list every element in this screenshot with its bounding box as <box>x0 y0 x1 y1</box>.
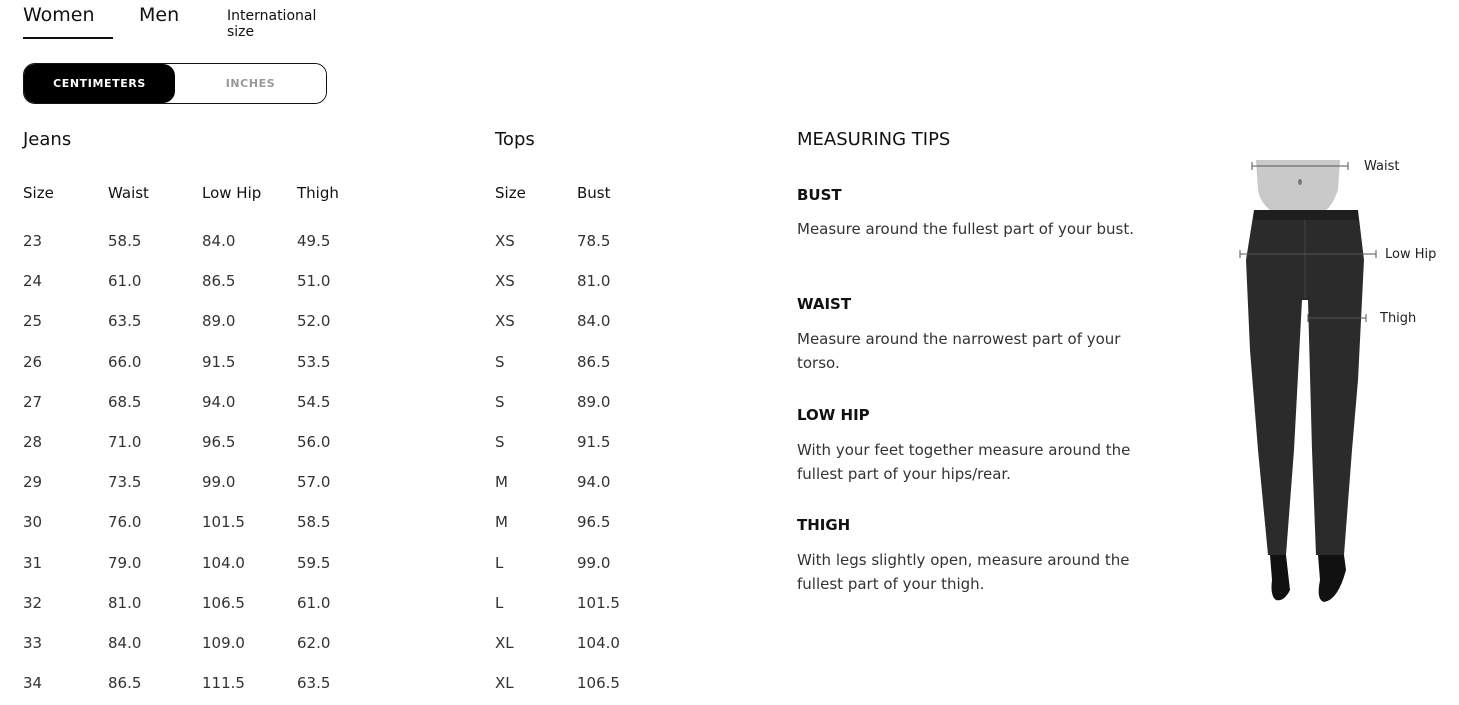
jeans-cell: 31 <box>23 553 43 572</box>
jeans-cell: 66.0 <box>108 352 142 371</box>
waistband <box>1254 210 1358 220</box>
jeans-cell: 25 <box>23 312 43 331</box>
jeans-illustration <box>1228 150 1448 610</box>
jeans-cell: 84.0 <box>202 232 236 250</box>
tops-cell: L <box>495 593 504 612</box>
tops-header: Size <box>495 184 526 202</box>
unit-toggle <box>23 63 327 104</box>
tip-thigh-heading: THIGH <box>797 516 851 534</box>
tops-cell: 81.0 <box>577 272 611 291</box>
jeans-cell: 109.0 <box>202 634 245 652</box>
jeans-header: Low Hip <box>202 184 262 202</box>
jeans-cell: 81.0 <box>108 593 142 612</box>
jeans-cell: 86.5 <box>108 674 142 693</box>
tops-title: Tops <box>495 129 535 150</box>
thigh-label: Thigh <box>1380 311 1417 326</box>
jeans-cell: 99.0 <box>202 473 236 492</box>
tops-cell: 101.5 <box>577 593 620 612</box>
jeans-cell: 49.5 <box>297 232 331 250</box>
tops-cell: XS <box>495 232 515 250</box>
tops-cell: 106.5 <box>577 674 620 693</box>
tab-women[interactable]: Women <box>23 4 113 38</box>
jeans-cell: 59.5 <box>297 553 331 572</box>
tops-cell: XS <box>495 272 515 291</box>
jeans-cell: 79.0 <box>108 553 142 572</box>
torso-shape <box>1256 160 1340 210</box>
tops-cell: XL <box>495 674 514 693</box>
jeans-cell: 27 <box>23 392 43 411</box>
jeans-cell: 68.5 <box>108 392 142 411</box>
tops-cell: L <box>495 553 504 572</box>
tip-low-hip-heading: LOW HIP <box>797 406 870 424</box>
jeans-cell: 23 <box>23 232 43 250</box>
jeans-cell: 58.5 <box>297 513 331 532</box>
jeans-cell: 91.5 <box>202 352 236 371</box>
jeans-cell: 76.0 <box>108 513 142 532</box>
jeans-cell: 84.0 <box>108 634 142 652</box>
jeans-cell: 63.5 <box>297 674 331 693</box>
jeans-cell: 24 <box>23 272 43 291</box>
tops-cell: 104.0 <box>577 634 620 652</box>
tops-cell: 96.5 <box>577 513 611 532</box>
jeans-header: Thigh <box>297 184 339 202</box>
centimeters-button[interactable]: CENTIMETERS <box>24 64 175 103</box>
jeans-cell: 51.0 <box>297 272 331 291</box>
tops-cell: XS <box>495 312 515 331</box>
measuring-tips-title: MEASURING TIPS <box>797 129 951 150</box>
jeans-cell: 111.5 <box>202 674 245 693</box>
tip-thigh-text: With legs slightly open, measure around the fullest part of your thigh. <box>797 551 1130 593</box>
left-shoe <box>1270 555 1290 600</box>
jeans-cell: 89.0 <box>202 312 236 331</box>
tops-cell: S <box>495 433 505 451</box>
jeans-header: Waist <box>108 184 149 202</box>
tip-low-hip-text: With your feet together measure around the fullest part of your hips/rear. <box>797 441 1131 483</box>
jeans-cell: 94.0 <box>202 392 236 411</box>
jeans-cell: 28 <box>23 433 43 451</box>
tab-international-size[interactable]: International size <box>227 8 317 40</box>
right-shoe <box>1318 555 1346 602</box>
jeans-header: Size <box>23 184 54 202</box>
inches-button[interactable]: INCHES <box>175 64 326 103</box>
jeans-cell: 104.0 <box>202 553 245 572</box>
tops-cell: 84.0 <box>577 312 611 331</box>
tops-cell: XL <box>495 634 514 652</box>
jeans-cell: 56.0 <box>297 433 331 451</box>
jeans-cell: 33 <box>23 634 43 652</box>
jeans-cell: 61.0 <box>108 272 142 291</box>
tip-waist-heading: WAIST <box>797 295 852 313</box>
navel <box>1298 179 1302 185</box>
jeans-cell: 32 <box>23 593 43 612</box>
jeans-cell: 29 <box>23 473 43 492</box>
jeans-cell: 101.5 <box>202 513 245 532</box>
jeans-cell: 73.5 <box>108 473 142 492</box>
tops-cell: S <box>495 352 505 371</box>
jeans-cell: 61.0 <box>297 593 331 612</box>
tops-cell: 91.5 <box>577 433 611 451</box>
tip-bust-heading: BUST <box>797 186 842 204</box>
tops-cell: 86.5 <box>577 352 611 371</box>
jeans-cell: 63.5 <box>108 312 142 331</box>
jeans-cell: 86.5 <box>202 272 236 291</box>
jeans-cell: 58.5 <box>108 232 142 250</box>
tops-cell: 99.0 <box>577 553 611 572</box>
jeans-cell: 34 <box>23 674 43 693</box>
jeans-cell: 26 <box>23 352 43 371</box>
jeans-cell: 71.0 <box>108 433 142 451</box>
tops-cell: 94.0 <box>577 473 611 492</box>
tip-waist-text: Measure around the narrowest part of your torso. <box>797 330 1121 372</box>
tip-bust-text: Measure around the fullest part of your bust. <box>797 220 1134 238</box>
jeans-measurement-figure <box>1228 150 1448 610</box>
tops-header: Bust <box>577 184 611 202</box>
tops-cell: 78.5 <box>577 232 611 250</box>
jeans-cell: 53.5 <box>297 352 331 371</box>
jeans-cell: 96.5 <box>202 433 236 451</box>
jeans-cell: 30 <box>23 513 43 532</box>
jeans-cell: 57.0 <box>297 473 331 492</box>
tops-cell: M <box>495 513 508 532</box>
tab-men[interactable]: Men <box>139 4 180 26</box>
jeans-cell: 54.5 <box>297 392 331 411</box>
low-hip-label: Low Hip <box>1385 247 1437 262</box>
jeans-cell: 62.0 <box>297 634 331 652</box>
tops-cell: S <box>495 392 505 411</box>
tops-cell: 89.0 <box>577 392 611 411</box>
jeans-cell: 52.0 <box>297 312 331 331</box>
jeans-title: Jeans <box>23 129 72 150</box>
jeans-cell: 106.5 <box>202 593 245 612</box>
tops-cell: M <box>495 473 508 492</box>
waist-label: Waist <box>1364 159 1400 174</box>
